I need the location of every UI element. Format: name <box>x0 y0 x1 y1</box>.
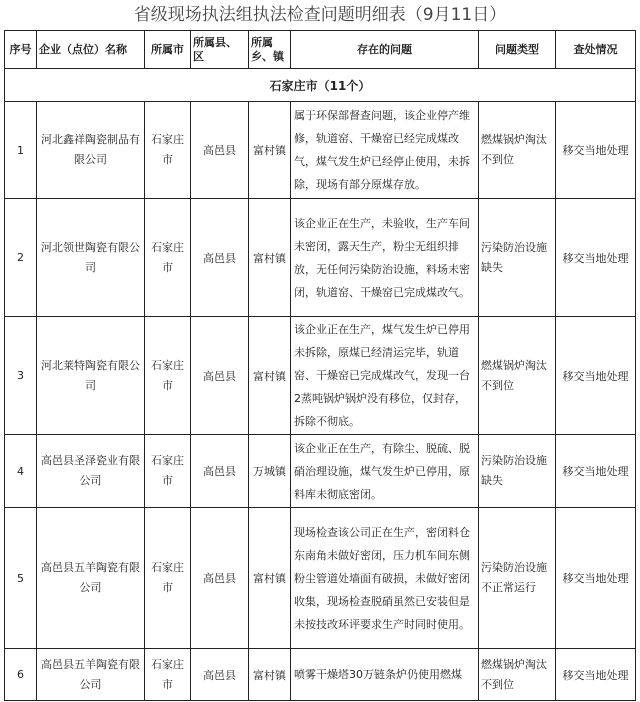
row-seq: 1 <box>5 102 37 199</box>
row-company: 河北鑫祥陶瓷制品有限公司 <box>37 102 145 199</box>
row-action: 移交当地处理 <box>556 649 636 701</box>
row-company: 河北莱特陶瓷有限公司 <box>37 317 145 435</box>
row-town: 富村镇 <box>249 508 291 649</box>
header-company: 企业（点位）名称 <box>37 31 145 69</box>
row-action: 移交当地处理 <box>556 102 636 199</box>
row-city: 石家庄市 <box>145 102 191 199</box>
row-action: 移交当地处理 <box>556 199 636 317</box>
row-city: 石家庄市 <box>145 435 191 508</box>
row-city: 石家庄市 <box>145 508 191 649</box>
row-action: 移交当地处理 <box>556 435 636 508</box>
header-type: 问题类型 <box>479 31 556 69</box>
table-row <box>5 102 636 199</box>
row-issue: 该企业正在生产，有除尘、脱硫、脱硝治理设施，煤气发生炉已停用，原料库未彻底密闭。 <box>291 435 479 508</box>
row-issue: 该企业正在生产，未验收，生产车间未密闭，露天生产，粉尘无组织排放，无任何污染防治设施，料场未密闭，轨道窑、干燥窑已完成煤改气。 <box>291 199 479 317</box>
inspection-table <box>4 30 636 701</box>
row-issue: 属于环保部督查问题，该企业停产维修，轨道窑、干燥窑已经完成煤改气，煤气发生炉已经停止使用，未拆除，现场有部分原煤存放。 <box>291 102 479 199</box>
row-action: 移交当地处理 <box>556 317 636 435</box>
header-seq: 序号 <box>5 31 37 69</box>
row-seq: 3 <box>5 317 37 435</box>
row-town: 富村镇 <box>249 649 291 701</box>
row-type: 污染防治设施缺失 <box>479 199 556 317</box>
page-title: 省级现场执法组执法检查问题明细表（9月11日） <box>133 5 507 25</box>
row-type: 污染防治设施缺失 <box>479 435 556 508</box>
row-company: 高邑县五羊陶瓷有限公司 <box>37 649 145 701</box>
table-row <box>5 649 636 701</box>
row-seq: 4 <box>5 435 37 508</box>
row-seq: 2 <box>5 199 37 317</box>
row-county: 高邑县 <box>191 317 249 435</box>
header-row <box>5 31 636 69</box>
header-town: 所属乡、镇 <box>249 31 291 69</box>
row-issue: 喷雾干燥塔30万链条炉仍使用燃煤 <box>291 649 479 701</box>
table-row <box>5 435 636 508</box>
row-city: 石家庄市 <box>145 649 191 701</box>
header-city: 所属市 <box>145 31 191 69</box>
row-issue: 现场检查该公司正在生产，密闭料仓东南角未做好密闭，压力机车间东侧粉尘管道处墙面有破损，未做好密闭收集，现场检查脱硝虽然已安装但是未按技改环评要求生产时同时使用。 <box>291 508 479 649</box>
row-company: 高邑县圣泽瓷业有限公司 <box>37 435 145 508</box>
table-row <box>5 508 636 649</box>
row-company: 河北领世陶瓷有限公司 <box>37 199 145 317</box>
row-type: 燃煤锅炉淘汰不到位 <box>479 317 556 435</box>
row-town: 富村镇 <box>249 102 291 199</box>
row-type: 污染防治设施不正常运行 <box>479 508 556 649</box>
row-issue: 该企业正在生产，煤气发生炉已停用未拆除，原煤已经清运完毕，轨道窑、干燥窑已完成煤改气，发现一台2蒸吨锅炉锅炉没有移位，仅封存，拆除不彻底。 <box>291 317 479 435</box>
row-county: 高邑县 <box>191 102 249 199</box>
table-row <box>5 317 636 435</box>
section-row <box>5 69 636 102</box>
table-row <box>5 199 636 317</box>
row-county: 高邑县 <box>191 199 249 317</box>
row-type: 燃煤锅炉淘汰不到位 <box>479 102 556 199</box>
header-county: 所属县、区 <box>191 31 249 69</box>
row-county: 高邑县 <box>191 508 249 649</box>
row-action: 移交当地处理 <box>556 508 636 649</box>
row-city: 石家庄市 <box>145 317 191 435</box>
row-city: 石家庄市 <box>145 199 191 317</box>
row-seq: 6 <box>5 649 37 701</box>
row-town: 富村镇 <box>249 317 291 435</box>
header-action: 查处情况 <box>556 31 636 69</box>
row-town: 万城镇 <box>249 435 291 508</box>
header-issue: 存在的问题 <box>291 31 479 69</box>
row-town: 富村镇 <box>249 199 291 317</box>
row-type: 燃煤锅炉淘汰不到位 <box>479 649 556 701</box>
section-label: 石家庄市（11个） <box>5 69 636 102</box>
row-county: 高邑县 <box>191 649 249 701</box>
row-seq: 5 <box>5 508 37 649</box>
row-company: 高邑县五羊陶瓷有限公司 <box>37 508 145 649</box>
row-county: 高邑县 <box>191 435 249 508</box>
